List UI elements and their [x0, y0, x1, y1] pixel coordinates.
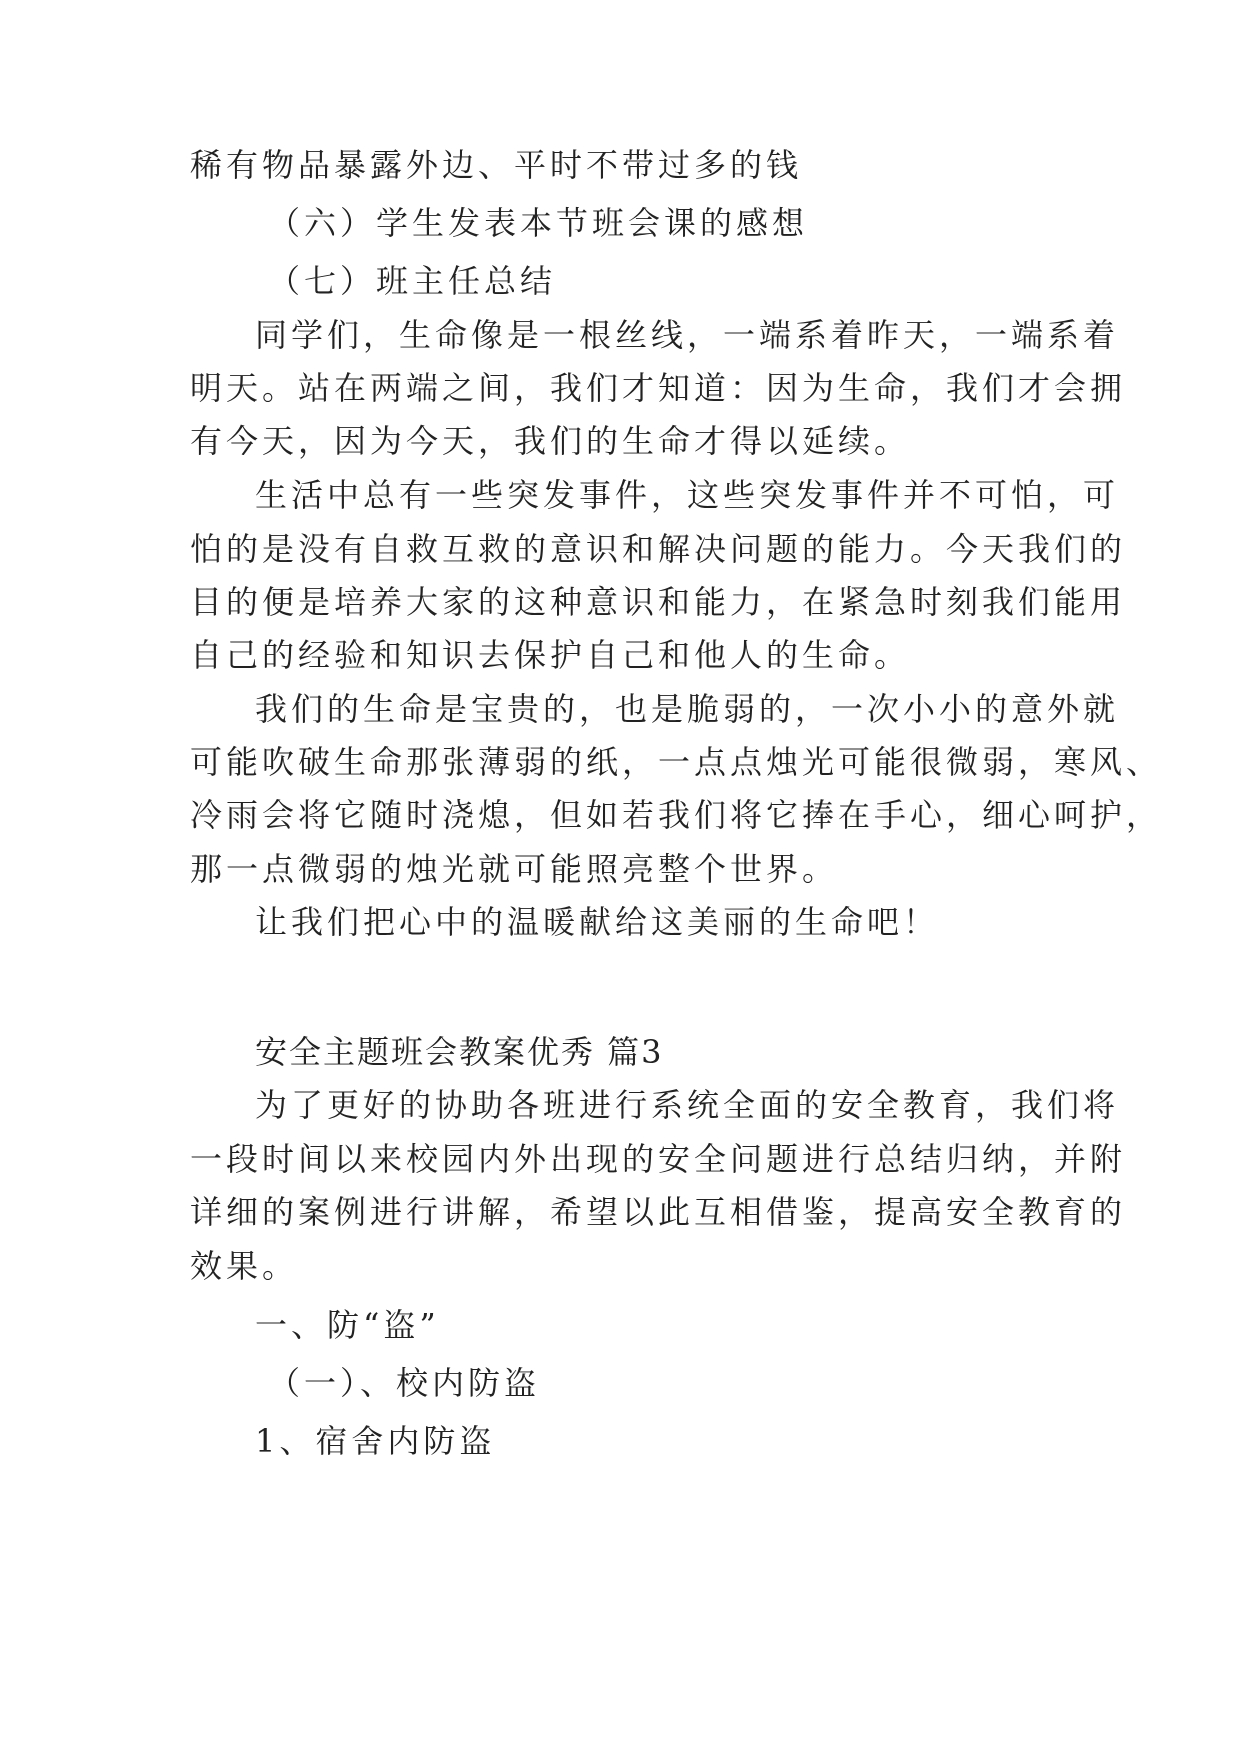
paragraph-line: 可能吹破生命那张薄弱的纸，一点点烛光可能很微弱，寒风、: [190, 743, 1163, 781]
subheading-line: 一、防“盗”: [255, 1306, 440, 1344]
paragraph-line: 有今天，因为今天，我们的生命才得以延续。: [190, 422, 911, 460]
subheading-line: 1、宿舍内防盗: [255, 1422, 496, 1460]
section-heading-six: （六）学生发表本节班会课的感想: [268, 204, 809, 242]
section-title: 安全主题班会教案优秀 篇3: [255, 1033, 664, 1071]
paragraph-line: 怕的是没有自救互救的意识和解决问题的能力。今天我们的: [190, 530, 1127, 568]
paragraph-line: 效果。: [190, 1247, 299, 1285]
paragraph-line: 让我们把心中的温暖献给这美丽的生命吧！: [255, 903, 940, 941]
paragraph-line: 自己的经验和知识去保护自己和他人的生命。: [190, 636, 911, 674]
section-heading-seven: （七）班主任总结: [268, 262, 557, 300]
paragraph-line: 稀有物品暴露外边、平时不带过多的钱: [190, 146, 803, 184]
paragraph-line: 为了更好的协助各班进行系统全面的安全教育，我们将: [255, 1086, 1120, 1124]
paragraph-line: 那一点微弱的烛光就可能照亮整个世界。: [190, 850, 839, 888]
subheading-line: （一）、校内防盗: [268, 1364, 541, 1402]
paragraph-line: 详细的案例进行讲解，希望以此互相借鉴，提高安全教育的: [190, 1193, 1127, 1231]
paragraph-line: 冷雨会将它随时浇熄，但如若我们将它捧在手心，细心呵护，: [190, 796, 1163, 834]
paragraph-line: 同学们，生命像是一根丝线，一端系着昨天，一端系着: [255, 316, 1120, 354]
paragraph-line: 一段时间以来校园内外出现的安全问题进行总结归纳，并附: [190, 1140, 1127, 1178]
paragraph-line: 明天。站在两端之间，我们才知道：因为生命，我们才会拥: [190, 369, 1127, 407]
paragraph-line: 目的便是培养大家的这种意识和能力，在紧急时刻我们能用: [190, 583, 1127, 621]
paragraph-line: 生活中总有一些突发事件，这些突发事件并不可怕，可: [255, 476, 1120, 514]
paragraph-line: 我们的生命是宝贵的，也是脆弱的，一次小小的意外就: [255, 690, 1120, 728]
